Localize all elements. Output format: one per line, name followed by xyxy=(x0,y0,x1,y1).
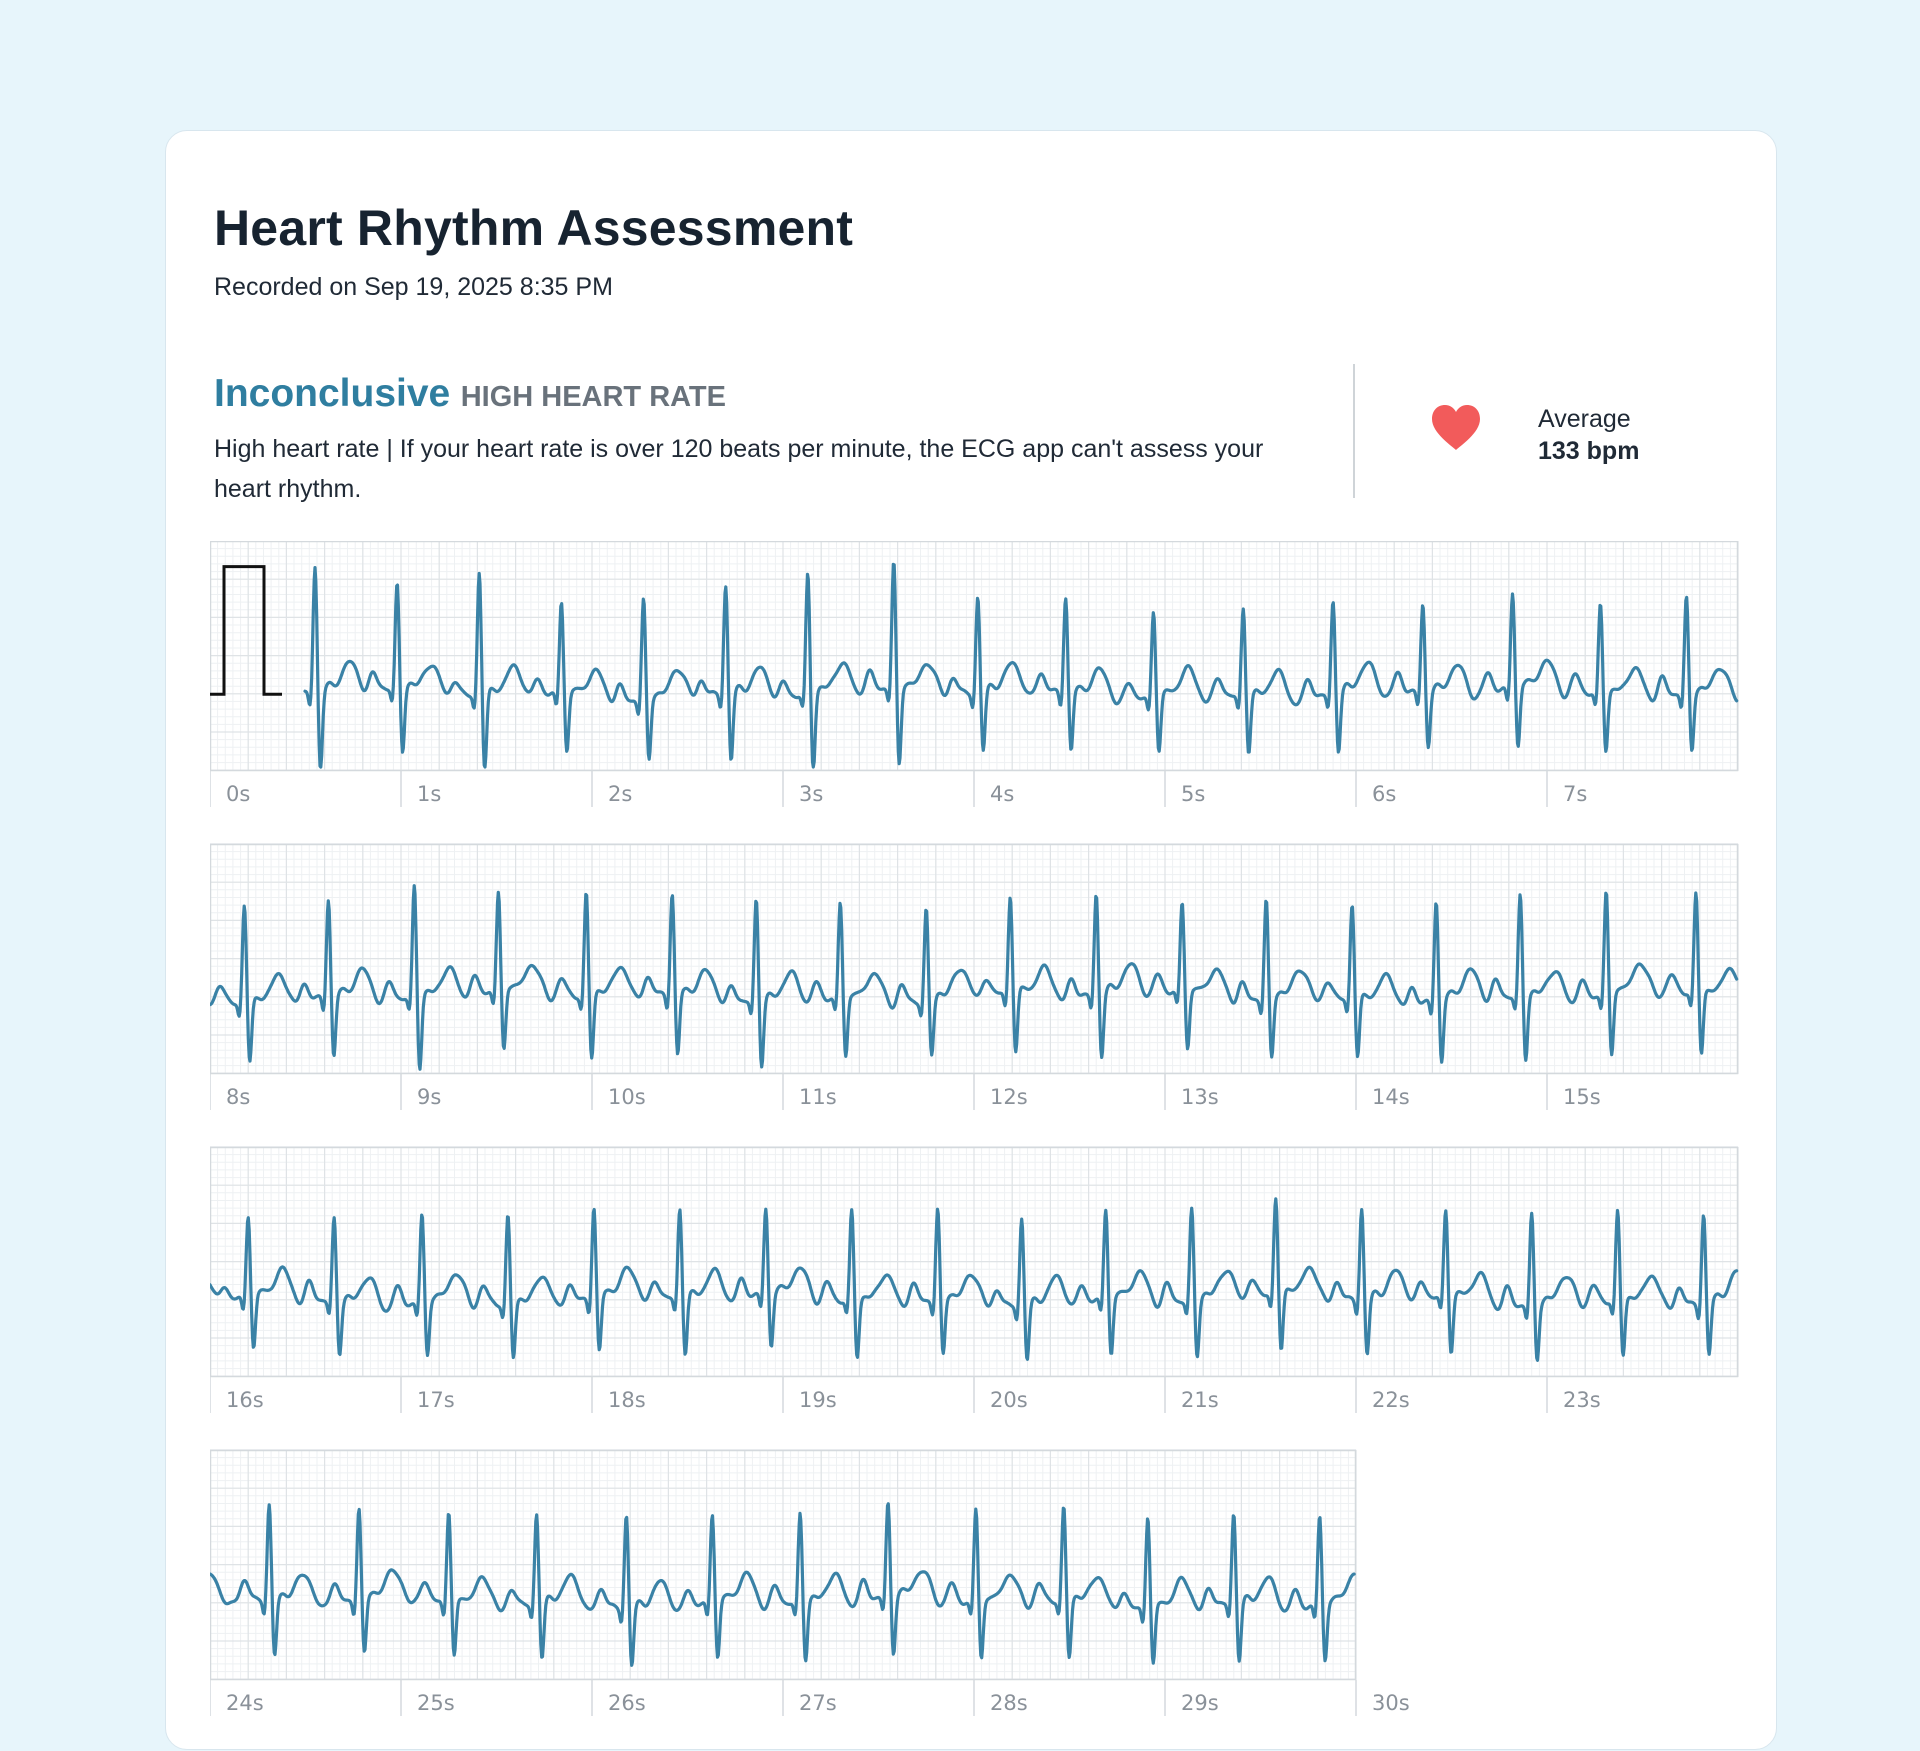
ecg-strip-row xyxy=(210,541,1738,807)
time-tick-label: 22s xyxy=(1372,1388,1410,1412)
summary-divider xyxy=(1353,364,1355,498)
result-summary xyxy=(214,371,1304,509)
time-tick-label: 16s xyxy=(226,1388,264,1412)
time-tick-label: 19s xyxy=(799,1388,837,1412)
time-tick-label: 18s xyxy=(608,1388,646,1412)
ecg-strip-row xyxy=(210,1450,1410,1716)
average-label: Average xyxy=(1538,405,1631,433)
time-tick-label: 4s xyxy=(990,782,1015,806)
time-tick-label: 29s xyxy=(1181,1691,1219,1715)
time-tick-label: 1s xyxy=(417,782,442,806)
time-tick-label: 24s xyxy=(226,1691,264,1715)
time-tick-label: 6s xyxy=(1372,782,1397,806)
ecg-grid-major xyxy=(210,1147,1738,1377)
result-sub-label: HIGH HEART RATE xyxy=(460,381,726,413)
time-tick-label: 27s xyxy=(799,1691,837,1715)
result-description: High heart rate | If your heart rate is over 120 beats per minute, the ECG app can't assess your heart rhythm. xyxy=(214,435,1264,503)
time-tick-label: 13s xyxy=(1181,1085,1219,1109)
result-heading xyxy=(214,371,1304,425)
ecg-grid-major xyxy=(210,844,1738,1074)
time-tick-label: 17s xyxy=(417,1388,455,1412)
time-tick-label: 7s xyxy=(1563,782,1588,806)
ecg-strip-row xyxy=(210,1147,1738,1413)
time-tick-label: 0s xyxy=(226,782,251,806)
time-tick-label: 11s xyxy=(799,1085,837,1109)
time-tick-label: 20s xyxy=(990,1388,1028,1412)
time-tick-label: 15s xyxy=(1563,1085,1601,1109)
time-tick-label: 30s xyxy=(1372,1691,1410,1715)
heart-icon xyxy=(1429,403,1483,453)
time-tick-label: 28s xyxy=(990,1691,1028,1715)
time-tick-label: 12s xyxy=(990,1085,1028,1109)
time-tick-label: 25s xyxy=(417,1691,455,1715)
ecg-strip-row xyxy=(210,844,1738,1110)
result-classification: Inconclusive xyxy=(214,372,451,415)
time-tick-label: 9s xyxy=(417,1085,442,1109)
ecg-report-card xyxy=(165,130,1777,1750)
time-tick-label: 14s xyxy=(1372,1085,1410,1109)
page-title: Heart Rhythm Assessment xyxy=(214,200,854,256)
time-tick-label: 10s xyxy=(608,1085,646,1109)
time-tick-label: 8s xyxy=(226,1085,251,1109)
ecg-chart xyxy=(210,541,1750,1751)
time-tick-label: 2s xyxy=(608,782,633,806)
time-tick-label: 3s xyxy=(799,782,824,806)
recorded-timestamp: Recorded on Sep 19, 2025 8:35 PM xyxy=(214,273,613,301)
time-tick-label: 5s xyxy=(1181,782,1206,806)
average-bpm-value: 133 bpm xyxy=(1538,437,1640,465)
time-tick-label: 21s xyxy=(1181,1388,1219,1412)
time-tick-label: 23s xyxy=(1563,1388,1601,1412)
time-tick-label: 26s xyxy=(608,1691,646,1715)
